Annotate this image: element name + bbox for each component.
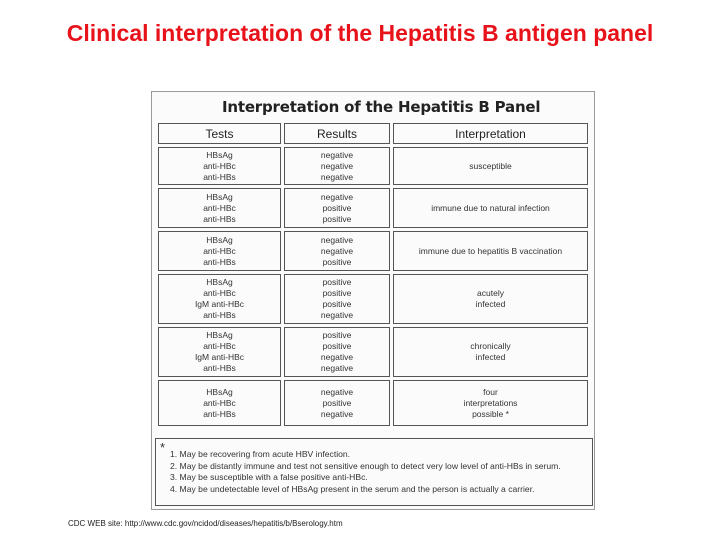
- tests-cell-line: anti-HBs: [203, 171, 236, 182]
- results-cell: [284, 147, 390, 185]
- hepatitis-panel-image: [151, 91, 595, 510]
- results-cell: [284, 327, 390, 377]
- source-citation: CDC WEB site: http://www.cdc.gov/ncidod/diseases/hepatitis/b/Bserology.htm: [68, 519, 343, 528]
- tests-cell-line: HBsAg: [206, 191, 233, 202]
- results-cell-line: positive: [322, 330, 352, 340]
- results-cell-line: positive: [322, 213, 352, 224]
- interpretation-cell-line: immune due to natural infection: [431, 202, 550, 213]
- tests-cell: [158, 147, 281, 185]
- results-cell: [284, 380, 390, 426]
- results-cell-line: negative: [320, 160, 354, 171]
- interpretation-cell: [393, 327, 588, 377]
- header-tests: Tests: [158, 123, 281, 144]
- tests-cell-line: anti-HBc: [203, 202, 236, 213]
- tests-cell-line: IgM anti-HBc: [194, 352, 245, 362]
- table-row: [158, 147, 588, 185]
- results-cell-line: positive: [322, 288, 352, 298]
- results-cell: [284, 188, 390, 228]
- tests-cell-line: anti-HBs: [203, 408, 236, 419]
- table-row: [158, 380, 588, 426]
- tests-cell-line: anti-HBs: [203, 363, 236, 373]
- results-cell-line: negative: [320, 234, 354, 245]
- tests-cell: [158, 327, 281, 377]
- interpretation-cell-line: acutely: [477, 288, 504, 298]
- table-row: [158, 274, 588, 324]
- footnotes: [155, 438, 593, 506]
- interpretation-cell-line: immune due to hepatitis B vaccination: [418, 245, 563, 256]
- results-cell: [284, 274, 390, 324]
- table-row: [158, 188, 588, 228]
- table-body: [158, 147, 588, 426]
- results-cell-line: positive: [322, 341, 352, 351]
- tests-cell-line: HBsAg: [206, 234, 233, 245]
- tests-cell-line: HBsAg: [206, 277, 233, 287]
- tests-cell-line: IgM anti-HBc: [194, 299, 245, 309]
- results-cell-line: negative: [320, 171, 354, 182]
- interpretation-cell-line: four: [483, 386, 498, 397]
- footnote-2: 2. May be distantly immune and test not sensitive enough to detect very low level of anti-HBs in serum.: [170, 460, 561, 471]
- footnote-1: 1. May be recovering from acute HBV infection.: [170, 449, 351, 459]
- table-header-row: [158, 123, 588, 144]
- hepatitis-panel-table: [155, 120, 591, 429]
- results-cell-line: positive: [322, 277, 352, 287]
- tests-cell-line: anti-HBc: [203, 245, 236, 256]
- interpretation-cell-line: infected: [475, 299, 506, 309]
- results-cell-line: negative: [320, 352, 354, 362]
- interpretation-cell: [393, 274, 588, 324]
- interpretation-cell: [393, 147, 588, 185]
- results-cell: [284, 231, 390, 271]
- header-interpretation: Interpretation: [393, 123, 588, 144]
- results-cell-line: positive: [322, 299, 352, 309]
- footnote-3: 3. May be susceptible with a false positive anti-HBc.: [170, 472, 368, 482]
- tests-cell-line: HBsAg: [206, 330, 233, 340]
- results-cell-line: positive: [322, 397, 352, 408]
- results-cell-line: negative: [320, 386, 354, 397]
- interpretation-cell-line: susceptible: [469, 160, 512, 171]
- table-row: [158, 231, 588, 271]
- tests-cell-line: anti-HBs: [203, 213, 236, 224]
- interpretation-cell-line: chronically: [470, 341, 511, 351]
- interpretation-cell: [393, 380, 588, 426]
- tests-cell: [158, 188, 281, 228]
- table-row: [158, 327, 588, 377]
- panel-title: Interpretation of the Hepatitis B Panel: [222, 98, 541, 116]
- tests-cell-line: anti-HBc: [203, 341, 236, 351]
- tests-cell-line: HBsAg: [206, 149, 233, 160]
- results-cell-line: positive: [322, 256, 352, 267]
- tests-cell: [158, 274, 281, 324]
- tests-cell-line: HBsAg: [206, 386, 233, 397]
- interpretation-cell-line: interpretations: [463, 397, 518, 408]
- tests-cell: [158, 231, 281, 271]
- tests-cell-line: anti-HBs: [203, 310, 236, 320]
- footnote-4: 4. May be undetectable level of HBsAg present in the serum and the person is actually a carrier.: [170, 483, 535, 494]
- interpretation-cell: [393, 188, 588, 228]
- tests-cell: [158, 380, 281, 426]
- interpretation-cell-line: possible *: [472, 408, 509, 419]
- results-cell-line: negative: [320, 310, 354, 320]
- interpretation-cell-line: infected: [475, 352, 506, 362]
- results-cell-line: negative: [320, 149, 354, 160]
- results-cell-line: negative: [320, 408, 354, 419]
- results-cell-line: negative: [320, 245, 354, 256]
- tests-cell-line: anti-HBs: [203, 256, 236, 267]
- results-cell-line: negative: [320, 191, 354, 202]
- header-results: Results: [284, 123, 390, 144]
- slide-title: Clinical interpretation of the Hepatitis B antigen panel: [66, 20, 654, 46]
- results-cell-line: positive: [322, 202, 352, 213]
- tests-cell-line: anti-HBc: [203, 160, 236, 171]
- footnote-marker: *: [160, 440, 166, 455]
- interpretation-cell: [393, 231, 588, 271]
- tests-cell-line: anti-HBc: [203, 397, 236, 408]
- results-cell-line: negative: [320, 363, 354, 373]
- tests-cell-line: anti-HBc: [203, 288, 236, 298]
